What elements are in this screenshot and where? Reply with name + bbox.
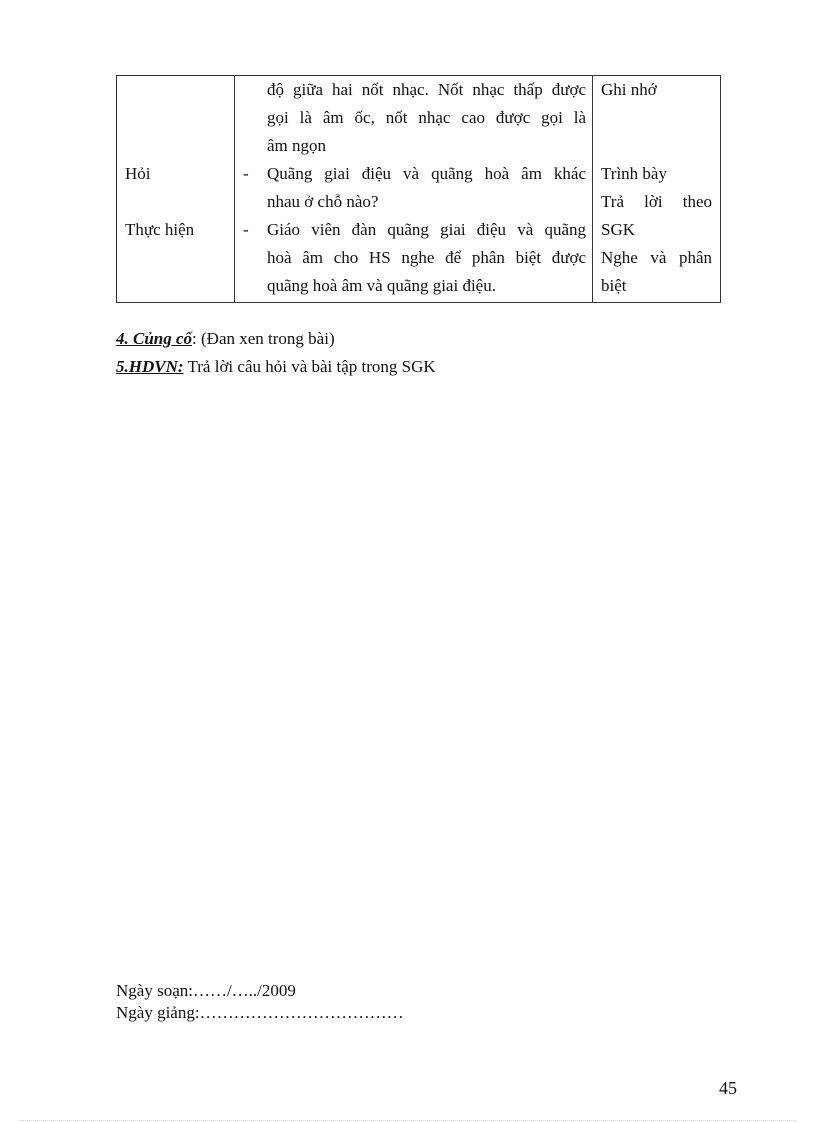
content-text: độ giữa hai nốt nhạc. Nốt nhạc thấp được (267, 80, 586, 99)
homework-text: Trả lời câu hỏi và bài tập trong SGK (183, 357, 436, 376)
bullet-dash: - (243, 220, 249, 239)
activity-line (117, 78, 234, 106)
teaching-date: Ngày giảng:……………………………… (116, 1003, 404, 1022)
activity-column (117, 76, 235, 303)
content-text: Giáo viên đàn quãng giai điệu và quãng (267, 220, 586, 239)
activity-line (117, 190, 234, 218)
activity-line (117, 246, 234, 274)
activity-line (117, 106, 234, 134)
student-line: Nghe và phân (601, 248, 712, 267)
bullet-dash: - (243, 164, 249, 183)
content-column (235, 76, 593, 303)
dates-block (116, 980, 404, 1024)
content-line (235, 106, 592, 134)
content-text: âm ngọn (267, 136, 327, 155)
consolidation-label: 4. Củng cố (116, 329, 193, 348)
content-text: quãng hoà âm và quãng giai điệu. (267, 276, 496, 295)
content-text: gọi là âm ốc, nốt nhạc cao được gọi là (267, 108, 586, 127)
activity-line (117, 134, 234, 162)
homework-section (116, 356, 436, 378)
table-row (117, 76, 721, 303)
content-line (235, 246, 592, 274)
student-line: Trình bày (601, 164, 667, 183)
student-line (593, 134, 720, 162)
content-text: nhau ở chỗ nào? (267, 192, 379, 211)
content-line (235, 218, 592, 246)
consolidation-section (116, 328, 335, 350)
page-number: 45 (719, 1078, 737, 1098)
content-line (235, 190, 592, 218)
content-text: hoà âm cho HS nghe để phân biệt được (267, 248, 586, 267)
content-line (235, 162, 592, 190)
homework-label: 5.HDVN: (116, 357, 184, 376)
student-line: biệt (601, 276, 627, 295)
content-text: Quãng giai điệu và quãng hoà âm khác (267, 164, 586, 183)
student-line: Ghi nhớ (601, 80, 657, 99)
content-line (235, 134, 592, 162)
content-line (235, 274, 592, 302)
consolidation-text: : (Đan xen trong bài) (192, 329, 335, 348)
page-bottom-divider (20, 1120, 796, 1121)
content-line (235, 78, 592, 106)
lesson-activity-table (116, 75, 721, 303)
activity-line: Hỏi (125, 164, 151, 183)
prepared-date: Ngày soạn:……/…../2009 (116, 981, 296, 1000)
activity-line (117, 274, 234, 302)
student-line: SGK (601, 220, 636, 239)
student-line: Trả lời theo (601, 192, 712, 211)
student-line (593, 106, 720, 134)
activity-line: Thực hiện (125, 220, 195, 239)
student-activity-column (593, 76, 721, 303)
